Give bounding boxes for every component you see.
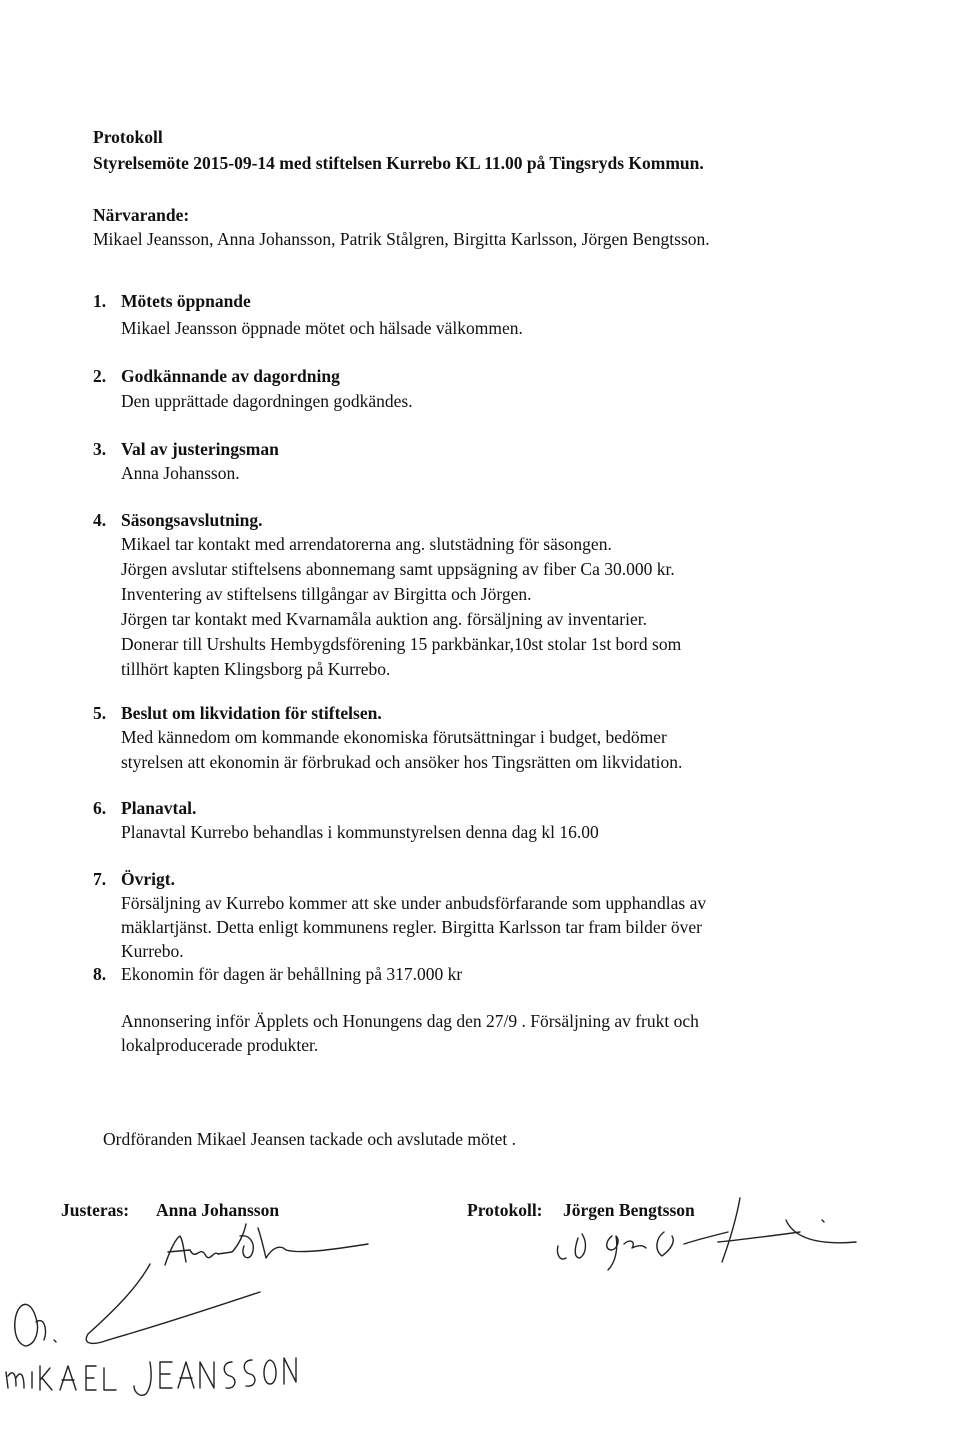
item-number: 2. — [93, 366, 107, 386]
item-line: Den upprättade dagordningen godkändes. — [121, 391, 413, 411]
justeras-name: Anna Johansson — [156, 1200, 280, 1220]
signature-mikael-jeansson — [15, 1264, 260, 1346]
item-line: styrelsen att ekonomin är förbrukad och ansöker hos Tingsrätten om likvidation. — [121, 752, 683, 772]
protokoll-name: Jörgen Bengtsson — [563, 1200, 695, 1220]
item-heading: Mötets öppnande — [121, 291, 251, 311]
item-line: Anna Johansson. — [121, 463, 240, 483]
item-line: Med kännedom om kommande ekonomiska förutsättningar i budget, bedömer — [121, 727, 667, 747]
attendees-names: Mikael Jeansson, Anna Johansson, Patrik Stålgren, Birgitta Karlsson, Jörgen Bengtsson. — [93, 229, 710, 249]
item-number: 1. — [93, 291, 107, 311]
item-line: Mikael Jeansson öppnade mötet och hälsade välkommen. — [121, 318, 523, 338]
item-line: Kurrebo. — [121, 941, 184, 961]
signature-jorgen-bengtsson — [557, 1198, 856, 1270]
item-number: 6. — [93, 798, 107, 818]
item-line: Försäljning av Kurrebo kommer att ske under anbudsförfarande som upphandlas av — [121, 893, 707, 913]
announcement-line: Annonsering inför Äpplets och Honungens dag den 27/9 . Försäljning av frukt och — [121, 1011, 699, 1031]
item-heading: Val av justeringsman — [121, 439, 279, 459]
item-line: Planavtal Kurrebo behandlas i kommunstyrelsen denna dag kl 16.00 — [121, 822, 599, 842]
item-heading: Godkännande av dagordning — [121, 366, 340, 386]
closing-statement: Ordföranden Mikael Jeansen tackade och avslutade mötet . — [103, 1129, 517, 1149]
item-line: mäklartjänst. Detta enligt kommunens regler. Birgitta Karlsson tar fram bilder över — [121, 917, 702, 937]
item-line: Jörgen avslutar stiftelsens abonnemang samt uppsägning av fiber Ca 30.000 kr. — [121, 559, 675, 579]
item-heading: Beslut om likvidation för stiftelsen. — [121, 703, 382, 723]
item-heading: Ekonomin för dagen är behållning på 317.000 kr — [121, 964, 463, 984]
justeras-label: Justeras: — [61, 1200, 130, 1220]
announcement-line: lokalproducerade produkter. — [121, 1035, 319, 1055]
item-heading: Planavtal. — [121, 798, 197, 818]
item-number: 4. — [93, 510, 107, 530]
item-number: 3. — [93, 439, 107, 459]
protokoll-label: Protokoll: — [467, 1200, 543, 1220]
item-line: tillhört kapten Klingsborg på Kurrebo. — [121, 659, 391, 679]
item-number: 8. — [93, 964, 107, 984]
item-line: Inventering av stiftelsens tillgångar av Birgitta och Jörgen. — [121, 584, 532, 604]
signature-anna-johansson — [165, 1224, 368, 1265]
attendees-label: Närvarande: — [93, 205, 190, 225]
item-line: Donerar till Urshults Hembygdsförening 15 parkbänkar,10st stolar 1st bord som — [121, 634, 682, 654]
item-heading: Säsongsavslutning. — [121, 510, 263, 530]
handwritten-name-mikael-jeansson — [6, 1358, 296, 1395]
item-number: 7. — [93, 869, 107, 889]
document-subtitle: Styrelsemöte 2015-09-14 med stiftelsen Kurrebo KL 11.00 på Tingsryds Kommun. — [93, 153, 704, 173]
item-number: 5. — [93, 703, 107, 723]
item-heading: Övrigt. — [121, 869, 175, 889]
item-line: Mikael tar kontakt med arrendatorerna ang. slutstädning för säsongen. — [121, 534, 612, 554]
item-line: Jörgen tar kontakt med Kvarnamåla auktion ang. försäljning av inventarier. — [121, 609, 647, 629]
document-title: Protokoll — [93, 127, 163, 147]
